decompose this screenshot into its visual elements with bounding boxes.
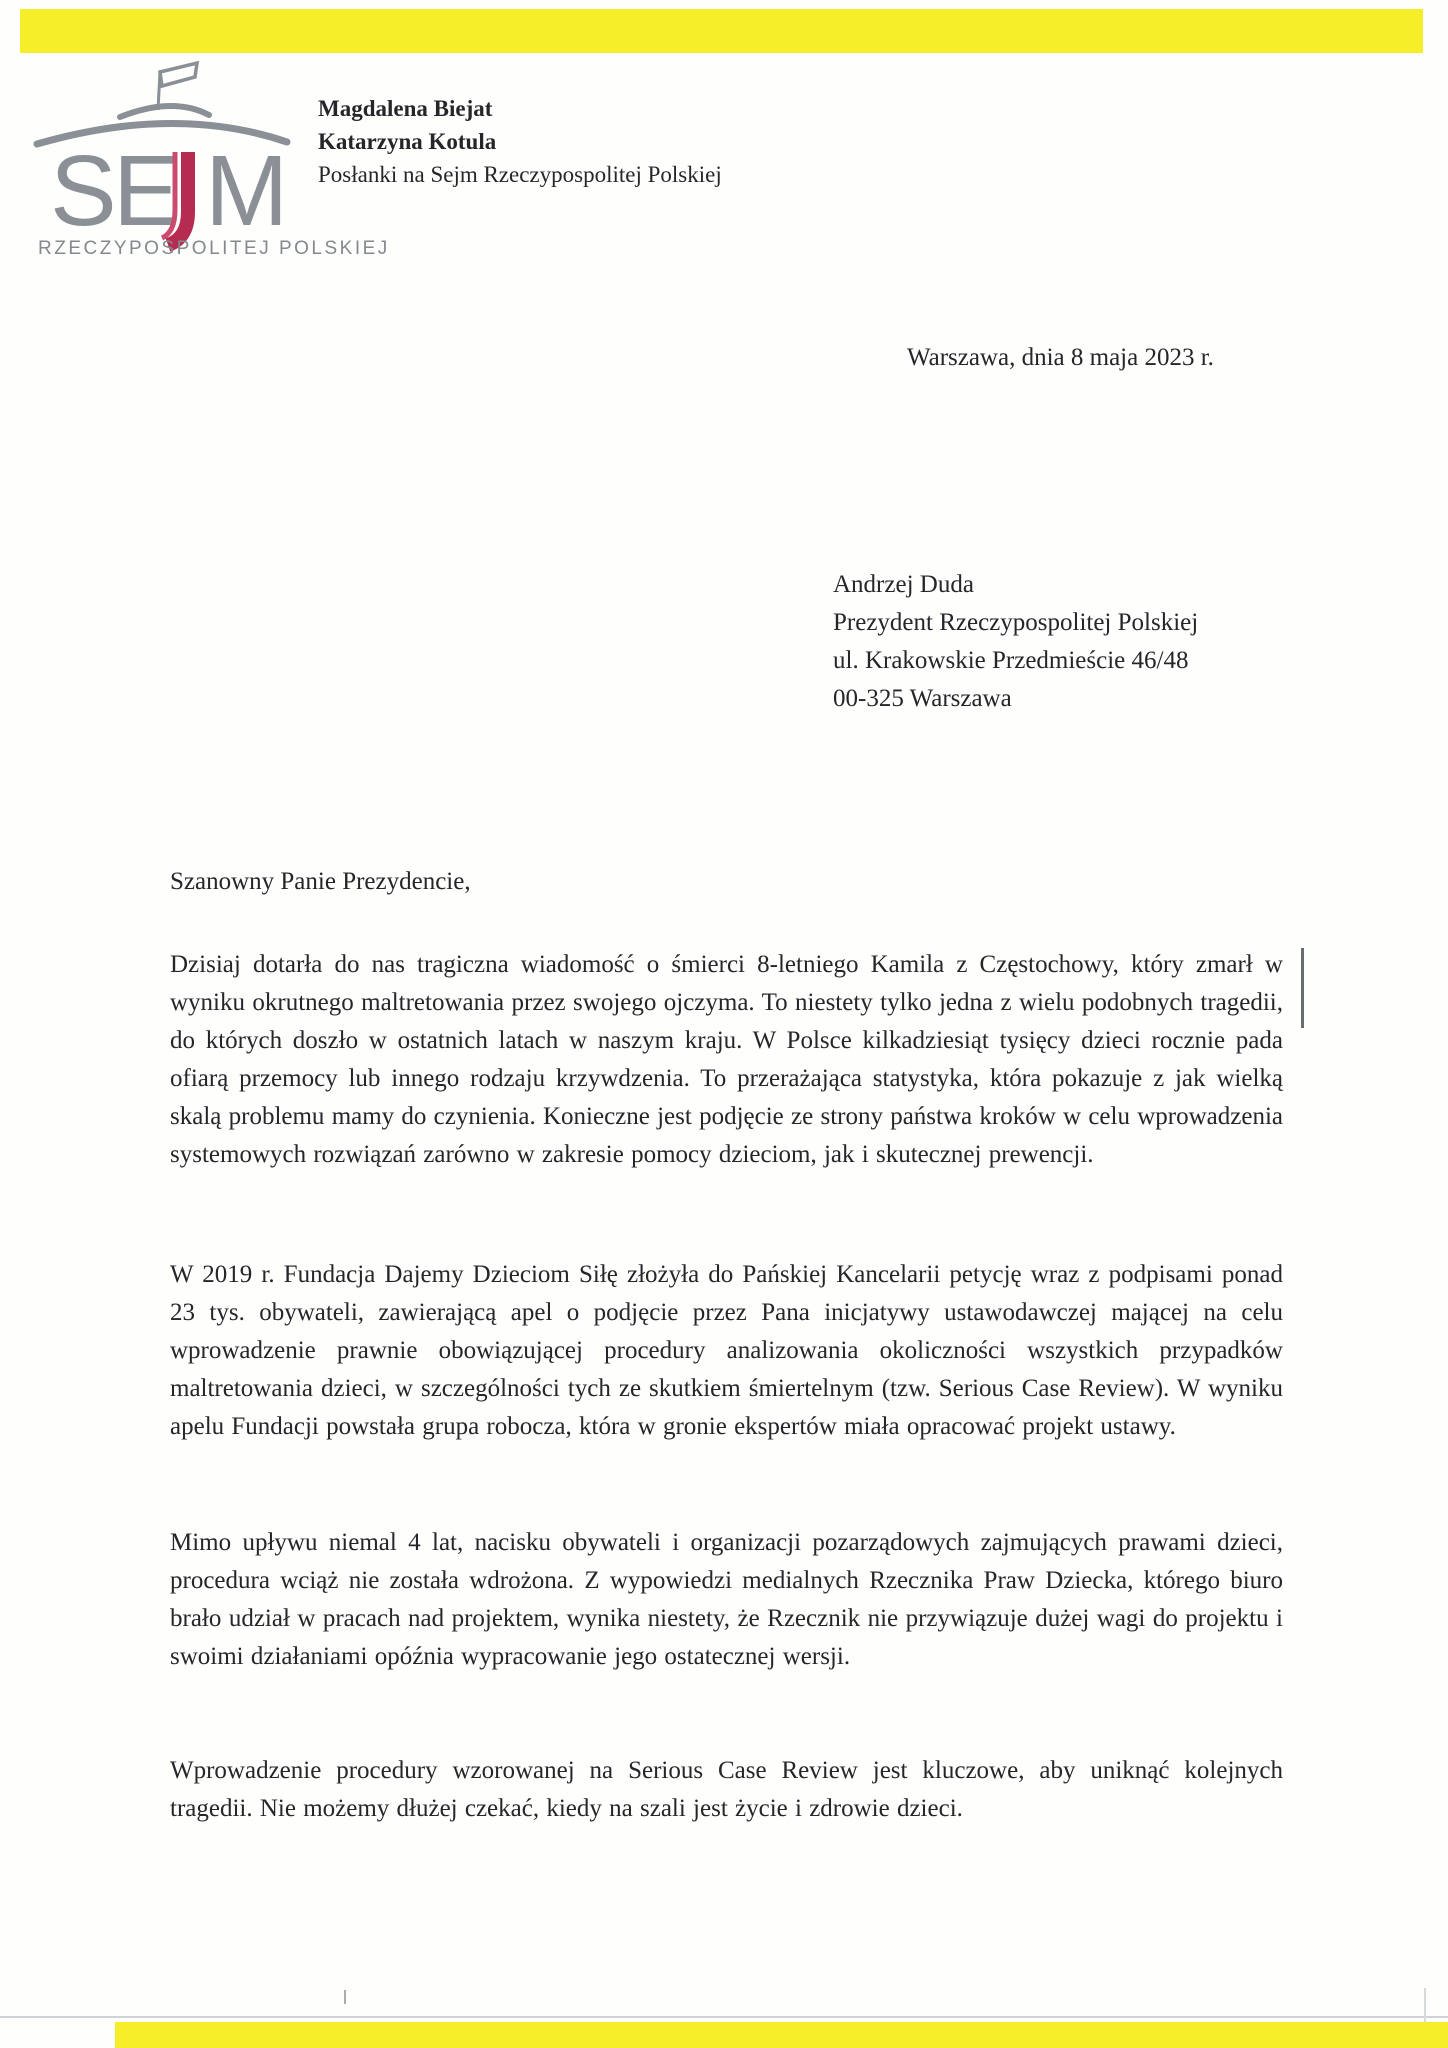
salutation: Szanowny Panie Prezydencie, — [170, 868, 471, 895]
recipient-title: Prezydent Rzeczypospolitej Polskiej — [833, 609, 1199, 636]
recipient-street: ul. Krakowskie Przedmieście 46/48 — [833, 647, 1189, 674]
sejm-logo — [25, 60, 335, 260]
body-paragraph-2: W 2019 r. Fundacja Dajemy Dzieciom Siłę złożyła do Pańskiej Kancelarii petycję wraz z podpisami ponad 23 tys. obywateli, zawierającą apel o podjęcie przez Pana inicjatywy ustawodawczej mającej na celu wprowadzenie prawnie obowiązującej procedury analizowania okoliczności wszystkich przypadków maltretowania dzieci, w szczególności tych ze skutkiem śmiertelnym (tzw. Serious Case Review). W wyniku apelu Fundacji powstała grupa robocza, która w gronie ekspertów miała opracować projekt ustawy. — [170, 1261, 1283, 1440]
logo-letter-s: S — [50, 135, 117, 247]
bottom-highlight-bar — [115, 2022, 1448, 2048]
scan-artifact-bottom-rule — [0, 2016, 1448, 2018]
body-paragraph-3: Mimo upływu niemal 4 lat, nacisku obywateli i organizacji pozarządowych zajmujących prawami dzieci, procedura wciąż nie została wdrożona. Z wypowiedzi medialnych Rzecznika Praw Dziecka, którego biuro brało udział w pracach nad projektem, wynika niestety, że Rzecznik nie przywiązuje dużej wagi do projektu i swoimi działaniami opóźnia wypracowanie jego ostatecznej wersji. — [170, 1529, 1283, 1670]
logo-letter-e: E — [113, 135, 180, 247]
recipient-name: Andrzej Duda — [833, 571, 974, 598]
flag-icon — [158, 63, 197, 110]
sender-name-1: Magdalena Biejat — [318, 96, 493, 121]
scan-artifact-right-mark — [1301, 948, 1304, 1028]
sender-block — [318, 92, 722, 191]
recipient-city: 00-325 Warszawa — [833, 685, 1012, 712]
scan-artifact-tick — [344, 1990, 346, 2004]
body-paragraph-4: Wprowadzenie procedury wzorowanej na Serious Case Review jest kluczowe, aby uniknąć kolejnych tragedii. Nie możemy dłużej czekać, kiedy na szali jest życie i zdrowie dzieci. — [170, 1757, 1283, 1822]
logo-caption: RZECZYPOSPOLITEJ POLSKIEJ — [38, 238, 390, 259]
recipient-block — [833, 566, 1198, 718]
body-paragraph-1: Dzisiaj dotarła do nas tragiczna wiadomość o śmierci 8-letniego Kamila z Częstochowy, który zmarł w wyniku okrutnego maltretowania przez swojego ojczyma. To niestety tylko jedna z wielu podobnych tragedii, do których doszło w ostatnich latach w naszym kraju. W Polsce kilkadziesiąt tysięcy dzieci rocznie pada ofiarą przemocy lub innego rodzaju krzywdzenia. To przerażająca statystyka, która pokazuje z jak wielką skalą problemu mamy do czynienia. Konieczne jest podjęcie ze strony państwa kroków w celu wprowadzenia systemowych rozwiązań zarówno w zakresie pomocy dzieciom, jak i skutecznej prewencji. — [170, 951, 1283, 1168]
logo-letter-m: M — [205, 135, 289, 247]
top-highlight-bar — [20, 9, 1423, 53]
sender-name-2: Katarzyna Kotula — [318, 129, 497, 154]
sender-title: Posłanki na Sejm Rzeczypospolitej Polskiej — [318, 162, 722, 187]
dateline: Warszawa, dnia 8 maja 2023 r. — [907, 344, 1214, 371]
dome-small-arc — [120, 106, 209, 117]
